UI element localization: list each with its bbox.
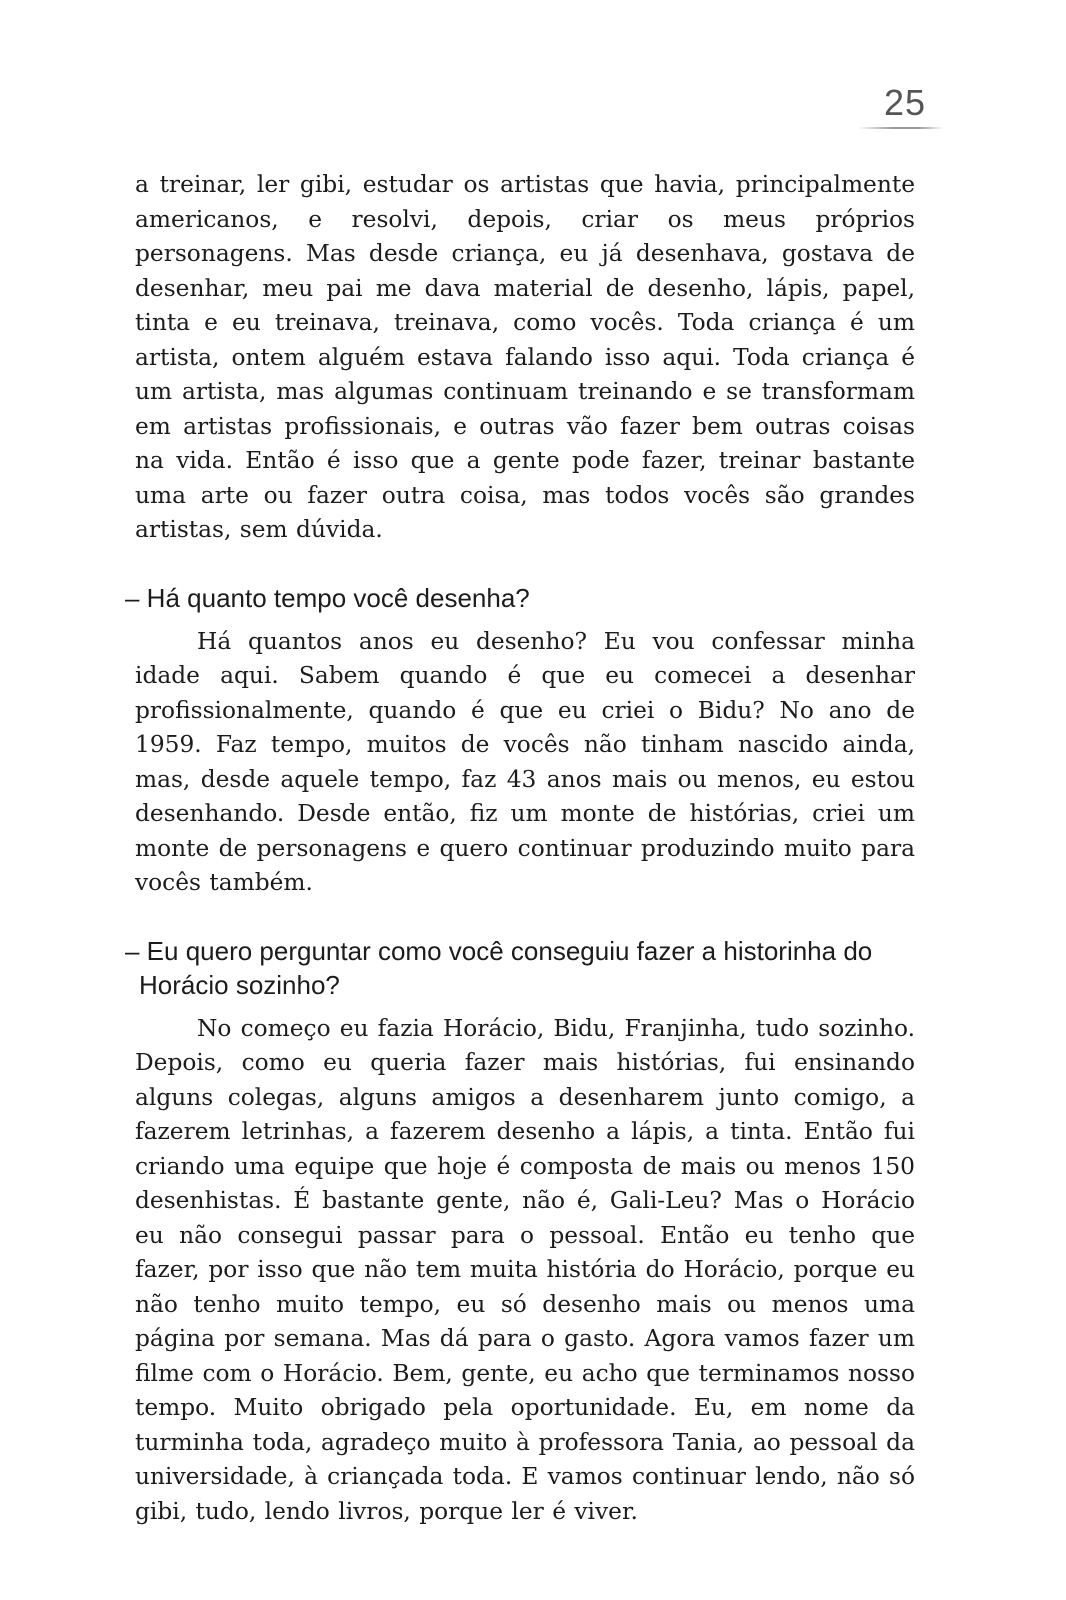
page-number-rule — [858, 127, 944, 129]
question-2: – Eu quero perguntar como você conseguiu fazer a historinha do Horácio sozinho? — [125, 935, 873, 1000]
page-body — [125, 168, 915, 1529]
page-number: 25 — [883, 82, 927, 123]
question-1: – Há quanto tempo você desenha? — [125, 582, 530, 613]
paragraph-continuation: a treinar, ler gibi, estudar os artistas que havia, principalmente americanos, e resolvi, depois, criar os meus próprios personagens. Mas desde criança, eu já desenhava, gostava de desenhar, meu pai me dava material de desenho, lápis, papel, tinta e eu treinava, treinava, como vocês. Toda criança é um artista, ontem alguém estava falando isso aqui. Toda criança é um artista, mas algumas continuam treinando e se transformam em artistas profissionais, e outras vão fazer bem outras coisas na vida. Então é isso que a gente pode fazer, treinar bastante uma arte ou fazer outra coisa, mas todos vocês são grandes artistas, sem dúvida. — [135, 171, 915, 543]
answer-2: No começo eu fazia Horácio, Bidu, Franjinha, tudo sozinho. Depois, como eu queria fazer mais histórias, fui ensinando alguns colegas, alguns amigos a desenharem junto comigo, a fazerem letrinhas, a fazerem desenho a lápis, a tinta. Então fui criando uma equipe que hoje é composta de mais ou menos 150 desenhistas. É bastante gente, não é, Gali-Leu? Mas o Horácio eu não consegui passar para o pessoal. Então eu tenho que fazer, por isso que não tem muita história do Horácio, porque eu não tenho muito tempo, eu só desenho mais ou menos uma página por semana. Mas dá para o gasto. Agora vamos fazer um filme com o Horácio. Bem, gente, eu acho que terminamos nosso tempo. Muito obrigado pela oportunidade. Eu, em nome da turminha toda, agradeço muito à professora Tania, ao pessoal da universidade, à criançada toda. E vamos continuar lendo, não só gibi, tudo, lendo livros, porque ler é viver. — [135, 1014, 915, 1525]
answer-1: Há quantos anos eu desenho? Eu vou confessar minha idade aqui. Sabem quando é que eu comecei a desenhar profissionalmente, quando é que eu criei o Bidu? No ano de 1959. Faz tempo, muitos de vocês não tinham nascido ainda, mas, desde aquele tempo, faz 43 anos mais ou menos, eu estou desenhando. Desde então, fiz um monte de histórias, criei um monte de personagens e quero continuar produzindo muito para vocês também. — [135, 627, 915, 896]
